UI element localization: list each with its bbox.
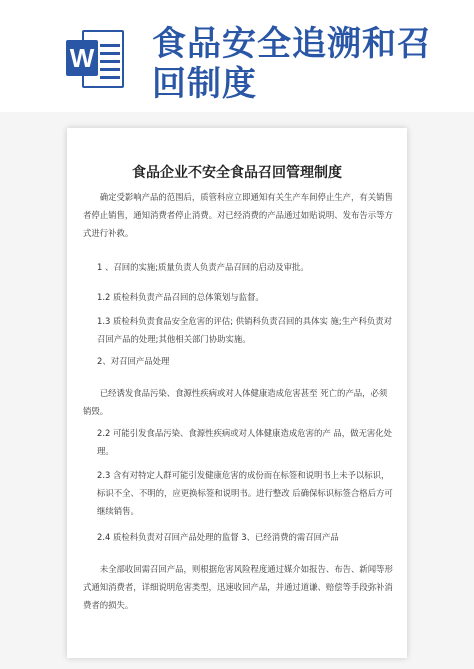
paragraph-1-2: 1.2 质检科负责产品召回的总体策划与监督。 (97, 292, 264, 302)
word-icon (66, 26, 126, 92)
document-page (67, 128, 407, 658)
paragraph-1-1: 1 、召回的实施;质量负责人负责产品召回的启动及审批。 (97, 262, 309, 272)
paragraph-1-3: 1.3 质检科负责食品安全危害的评估; 供销科负责召回的具体实 施;生产科负责对召回产品的处理;其他相关部门协助实施。 (97, 316, 392, 344)
header (0, 0, 474, 112)
paragraph-2-3: 2.3 含有对特定人群可能引发健康危害的成份而在标签和说明书上未予以标识，标识不全、不明的，应更换标签和说明书。进行整改 后确保标识标签合格后方可继续销售。 (97, 470, 393, 516)
paragraph-2-4: 2.4 质检科负责对召回产品处理的监督 3、已经消费的需召回产品 (97, 532, 339, 542)
page-title: 食品安全追溯和召回制度 (152, 24, 432, 104)
paragraph-2: 2、对召回产品处理 (97, 356, 170, 366)
paragraph-2-2: 2.2 可能引发食品污染、食源性疾病或对人体健康造成危害的产 品，做无害化处理。 (97, 428, 393, 456)
paragraph-3: 未全部收回需召回产品，则根据危害风险程度通过媒介如报告、布告、新闻等形式通知消费者，详细说明危害类型，迅速收回产品，并通过道谦、赔偿等手段弥补消费者的损失。 (83, 564, 393, 610)
word-letter-tile: W (66, 40, 98, 76)
paragraph-2-1: 已经诱发食品污染、食源性疾病或对人体健康造成危害甚至 死亡的产品，必须销毁。 (83, 388, 388, 416)
document-preview-area (0, 112, 474, 669)
document-title: 食品企业不安全食品召回管理制度 (132, 165, 342, 181)
paragraph-intro: 确定受影响产品的范围后，质管科应立即通知有关生产车间停止生产，有关销售者停止销售，通知消费者停止消费。对已经消费的产品通过如贴说明、发布告示等方式进行补救。 (83, 192, 393, 238)
